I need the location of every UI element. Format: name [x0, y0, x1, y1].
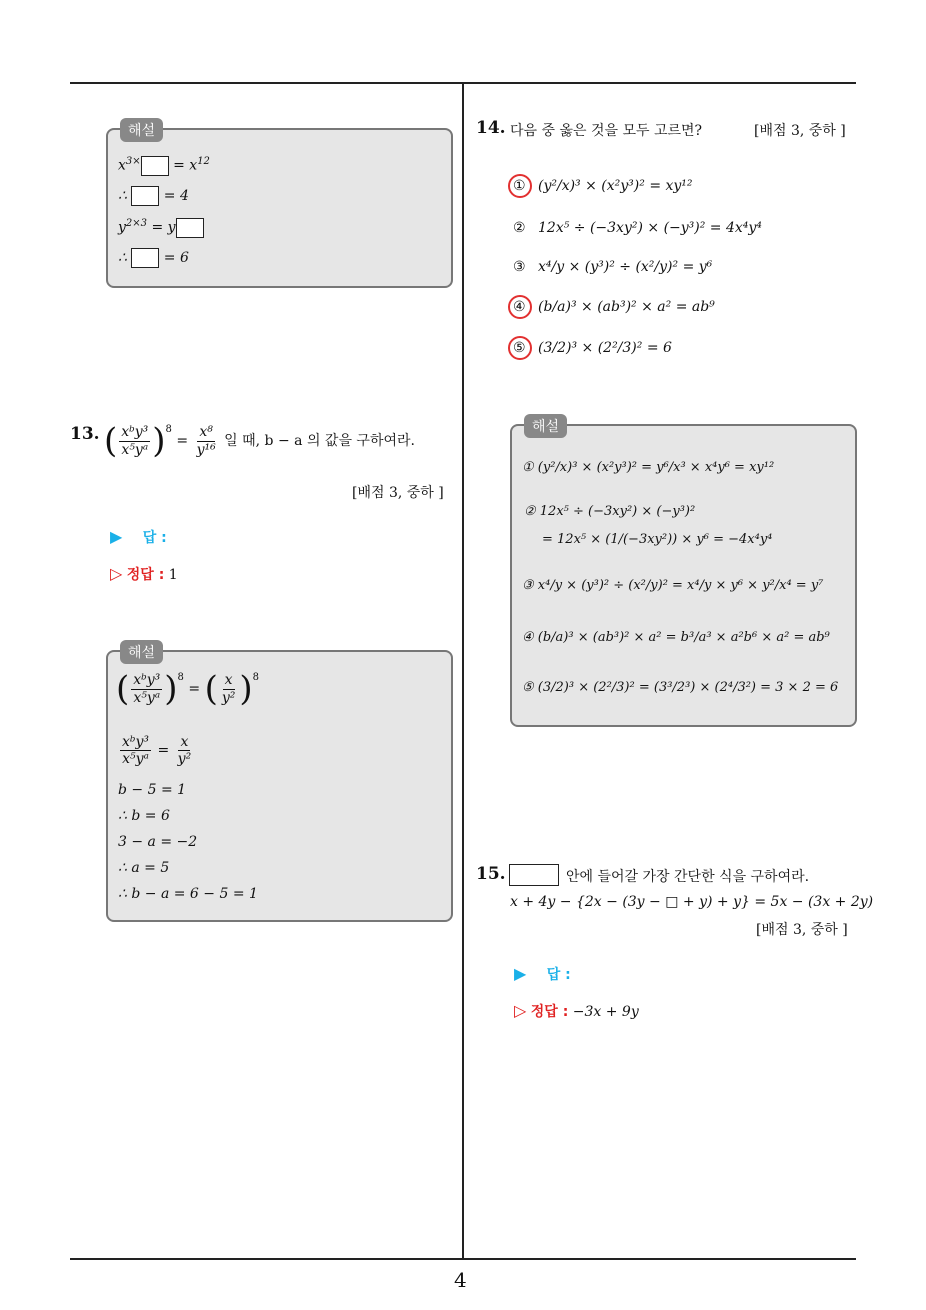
triangle-outline-icon: ▷	[110, 564, 123, 583]
solution-box-13	[106, 645, 453, 922]
answer-label: 답 :	[142, 530, 167, 546]
question-15-expression: x + 4y − {2x − (3y − □ + y) + y} = 5x − (3x + 2y)	[510, 894, 874, 910]
solution-line: 3 − a = −2	[118, 834, 198, 850]
correct-value: −3x + 9y	[572, 1004, 639, 1020]
solution-line: ② 12x⁵ ÷ (−3xy²) × (−y³)²	[524, 504, 696, 519]
option-mark-4: ④	[513, 299, 526, 315]
correct-row-13	[110, 564, 178, 584]
solution-line: ∴ = 6	[118, 250, 189, 266]
solution-line: ( $\frac{\text{xᵇy³}}{\text{x⁵yᵃ}}$ )$^8$ = ( $\frac{x}{\text{y²}}$ )$^8$	[116, 669, 259, 709]
question-15-score: [배점 3, 중하 ]	[756, 922, 848, 938]
answer-label: 답 :	[546, 967, 571, 983]
option-mark-3: ③	[513, 259, 526, 275]
solution-tag: 해설	[524, 414, 567, 438]
solution-line: ∴ a = 5	[118, 860, 170, 876]
question-13-score: [배점 3, 중하 ]	[352, 485, 444, 501]
option-2[interactable]: 12x⁵ ÷ (−3xy²) × (−y³)² = 4x⁴y⁴	[538, 220, 762, 236]
solution-line: b − 5 = 1	[118, 782, 187, 798]
option-5[interactable]: (3/2)³ × (2²/3)² = 6	[538, 340, 672, 356]
option-mark-1: ①	[513, 178, 526, 194]
solution-line: ∴ b = 6	[118, 808, 170, 824]
solution-line: ④ (b/a)³ × (ab³)² × a² = b³/a³ × a²b⁶ × a² = ab⁹	[522, 630, 830, 645]
correct-label: 정답 :	[530, 1004, 569, 1020]
page-number: 4	[454, 1268, 467, 1292]
solution-line: ① (y²/x)³ × (x²y³)² = y⁶/x³ × x⁴y⁶ = xy¹²	[522, 460, 775, 475]
question-15-number: 15.	[476, 864, 506, 884]
solution-tag: 해설	[120, 118, 163, 142]
solution-line: ⑤ (3/2)³ × (2²/3)² = (3³/2³) × (2⁴/3²) = 3 × 2 = 6	[522, 680, 839, 695]
triangle-outline-icon: ▷	[514, 1001, 527, 1020]
question-13-statement: ( $\frac{\text{xᵇy³}}{\text{x⁵yᵃ}}$ )$^8$ = $\frac{\text{x⁸}}{\text{y¹⁶}}$ 일 때, b − a 의 값을 구하여라.	[104, 421, 415, 461]
answer-row-13	[110, 527, 167, 547]
solution-line: ③ x⁴/y × (y³)² ÷ (x²/y)² = x⁴/y × y⁶ × y²/x⁴ = y⁷	[522, 578, 824, 593]
option-mark-5: ⑤	[513, 340, 526, 356]
option-1[interactable]: (y²/x)³ × (x²y³)² = xy¹²	[538, 178, 693, 194]
play-icon: ▶	[514, 964, 527, 983]
solution-box-12	[106, 123, 453, 288]
correct-row-15	[514, 1001, 639, 1021]
solution-line: $x^{3\times} = x^{12}$	[118, 156, 210, 176]
correct-label: 정답 :	[126, 567, 165, 583]
solution-line: ∴ b − a = 6 − 5 = 1	[118, 886, 258, 902]
option-4[interactable]: (b/a)³ × (ab³)² × a² = ab⁹	[538, 299, 715, 315]
question-14-text: 다음 중 옳은 것을 모두 고르면?	[510, 123, 703, 139]
question-15-text: 안에 들어갈 가장 간단한 식을 구하여라.	[566, 869, 810, 885]
solution-line: $y^{2\times 3} = y$	[118, 218, 204, 238]
question-13-text: 일 때, b − a 의 값을 구하여라.	[224, 433, 415, 449]
solution-line: $\frac{\text{xᵇy³}}{\text{x⁵yᵃ}}$ = $\frac{x}{\text{y²}}$	[122, 734, 192, 768]
solution-box-14	[510, 419, 857, 727]
bottom-rule	[70, 1258, 856, 1260]
option-mark-2: ②	[513, 220, 526, 236]
column-divider	[462, 82, 464, 1259]
solution-tag: 해설	[120, 640, 163, 664]
question-13-number: 13.	[70, 424, 100, 444]
play-icon: ▶	[110, 527, 123, 546]
question-14-number: 14.	[476, 118, 506, 138]
question-14-score: [배점 3, 중하 ]	[754, 123, 846, 139]
option-3[interactable]: x⁴/y × (y³)² ÷ (x²/y)² = y⁶	[538, 259, 713, 275]
answer-row-15	[514, 964, 571, 984]
blank-box	[509, 864, 559, 886]
solution-line: ∴ = 4	[118, 188, 189, 204]
correct-value: 1	[168, 567, 178, 583]
solution-line: = 12x⁵ × (1/(−3xy²)) × y⁶ = −4x⁴y⁴	[542, 532, 773, 547]
